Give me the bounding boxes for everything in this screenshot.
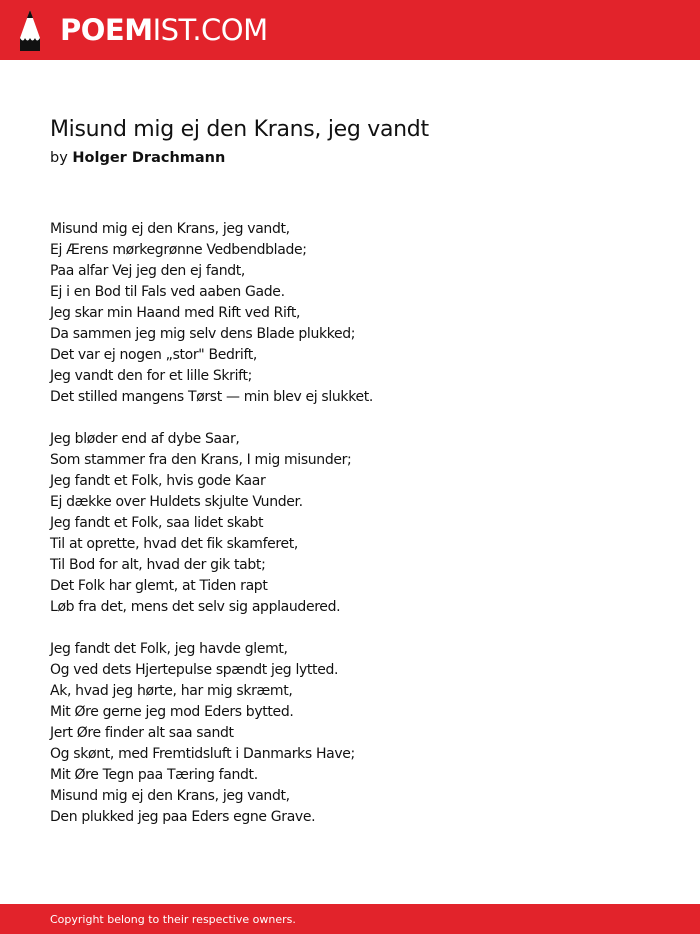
poem-line: Ak, hvad jeg hørte, har mig skræmt, — [50, 683, 293, 699]
poem-stanza — [50, 639, 373, 828]
site-header — [0, 0, 700, 60]
poem-line: Jeg vandt den for et lille Skrift; — [50, 368, 252, 384]
author-name: Holger Drachmann — [72, 150, 226, 166]
poem-line: Det stilled mangens Tørst — min blev ej slukket. — [50, 389, 373, 405]
pencil-logo-icon — [18, 10, 42, 51]
poem-line: Misund mig ej den Krans, jeg vandt, — [50, 221, 290, 237]
site-brand — [60, 12, 268, 47]
copyright-notice: Copyright belong to their respective owners. — [50, 912, 296, 926]
poem-line: Til at oprette, hvad det fik skamferet, — [50, 536, 299, 552]
byline-prefix: by — [50, 150, 68, 166]
poem-line: Og skønt, med Fremtidsluft i Danmarks Have; — [50, 746, 355, 762]
site-footer — [0, 904, 700, 934]
poem-body — [50, 219, 373, 849]
poem-line: Jeg fandt et Folk, hvis gode Kaar — [50, 473, 266, 489]
poem-line: Jert Øre finder alt saa sandt — [50, 725, 234, 741]
poem-line: Ej dække over Huldets skjulte Vunder. — [50, 494, 303, 510]
byline — [50, 150, 225, 166]
poem-line: Den plukked jeg paa Eders egne Grave. — [50, 809, 316, 825]
poem-stanza — [50, 219, 373, 408]
poem-line: Mit Øre gerne jeg mod Eders bytted. — [50, 704, 294, 720]
poem-line: Ej i en Bod til Fals ved aaben Gade. — [50, 284, 285, 300]
poem-line: Jeg bløder end af dybe Saar, — [50, 431, 240, 447]
poem-line: Da sammen jeg mig selv dens Blade plukked; — [50, 326, 356, 342]
poem-line: Jeg fandt det Folk, jeg havde glemt, — [50, 641, 288, 657]
poem-stanza — [50, 429, 373, 618]
poem-line: Ej Ærens mørkegrønne Vedbendblade; — [50, 242, 307, 258]
poem-line: Paa alfar Vej jeg den ej fandt, — [50, 263, 246, 279]
brand-light-text: IST.COM — [152, 12, 268, 47]
brand-bold-text: POEM — [60, 12, 153, 47]
poem-line: Løb fra det, mens det selv sig applaudered. — [50, 599, 341, 615]
poem-line: Mit Øre Tegn paa Tæring fandt. — [50, 767, 258, 783]
poem-line: Misund mig ej den Krans, jeg vandt, — [50, 788, 290, 804]
poem-line: Det Folk har glemt, at Tiden rapt — [50, 578, 268, 594]
poem-line: Jeg fandt et Folk, saa lidet skabt — [50, 515, 264, 531]
poem-line: Til Bod for alt, hvad der gik tabt; — [50, 557, 266, 573]
poem-title: Misund mig ej den Krans, jeg vandt — [50, 117, 429, 142]
poem-line: Som stammer fra den Krans, I mig misunder; — [50, 452, 352, 468]
poem-line: Jeg skar min Haand med Rift ved Rift, — [50, 305, 301, 321]
site-logo-link[interactable] — [18, 10, 268, 51]
poem-line: Og ved dets Hjertepulse spændt jeg lytted. — [50, 662, 339, 678]
poem-line: Det var ej nogen „stor" Bedrift, — [50, 347, 258, 363]
